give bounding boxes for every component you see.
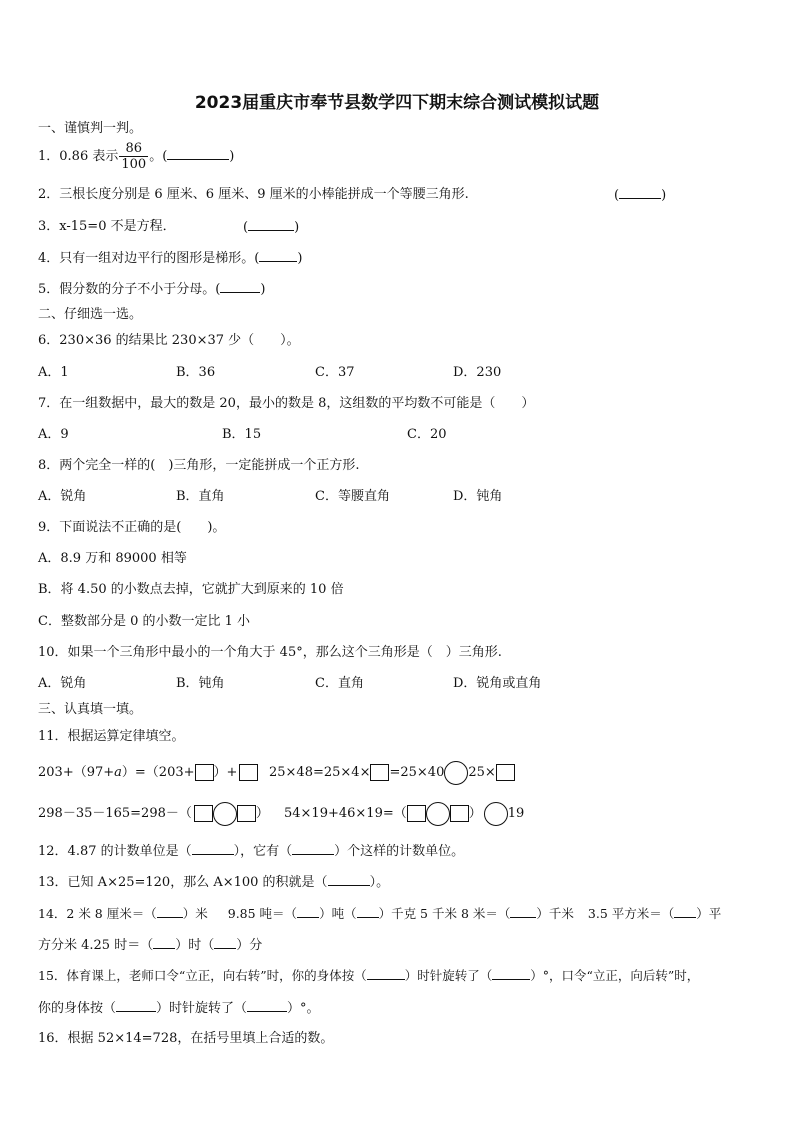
question-15-line-2 xyxy=(38,1000,320,1017)
q11-r2-text-d: ） xyxy=(468,806,482,821)
q11-r1-text-b: ）=（203+ xyxy=(121,765,195,780)
question-14-line-2 xyxy=(38,937,262,954)
question-1 xyxy=(38,140,234,174)
q9-option-c[interactable]: C．整数部分是 0 的小数一定比 1 小 xyxy=(38,614,251,629)
q1-denominator: 100 xyxy=(121,157,147,172)
question-12 xyxy=(38,843,464,860)
q11-r2-text-e: 19 xyxy=(507,806,525,821)
q15-text-a: 15．体育课上，老师口令“立正，向右转”时，你的身体按（ xyxy=(38,968,367,983)
q14-blank-7[interactable] xyxy=(214,937,236,949)
q2-open: ( xyxy=(614,188,620,203)
q6-option-b[interactable]: B．36 xyxy=(176,365,216,380)
q13-text-a: 13．已知 A×25=120，那么 A×100 的积就是（ xyxy=(38,875,328,890)
question-14-line-1 xyxy=(38,906,721,922)
question-8: 8．两个完全一样的( )三角形，一定能拼成一个正方形. xyxy=(38,458,360,473)
q14-text-e: ）千克 5 千米 8 米＝（ xyxy=(378,906,511,921)
q1-fraction xyxy=(119,141,148,172)
q11-r1-circle-1[interactable] xyxy=(444,761,468,785)
q1-close: ) xyxy=(229,149,235,164)
q11-r1-text-c: ）+ xyxy=(213,765,238,780)
q15-text-l2a: 你的身体按（ xyxy=(38,1001,117,1016)
q11-r1-text-a: 203+（97+ xyxy=(38,765,115,780)
q2-answer xyxy=(614,187,666,204)
q1-answer-blank[interactable] xyxy=(167,148,229,160)
q11-r1-text-e: =25×40 xyxy=(389,765,445,780)
question-7: 7．在一组数据中，最大的数是 20，最小的数是 8，这组数的平均数不可能是（ ） xyxy=(38,396,535,411)
q4-close: ) xyxy=(297,251,303,266)
question-16: 16．根据 52×14=728，在括号里填上合适的数。 xyxy=(38,1031,334,1046)
q9-option-b[interactable]: B．将 4.50 的小数点去掉，它就扩大到原来的 10 倍 xyxy=(38,582,344,597)
q11-row-2-left xyxy=(38,801,269,827)
q11-r2-box-2[interactable] xyxy=(237,805,256,822)
q12-text-a: 12．4.87 的计数单位是（ xyxy=(38,844,192,859)
q10-option-b[interactable]: B．钝角 xyxy=(176,676,225,691)
q7-option-c[interactable]: C．20 xyxy=(407,427,447,442)
q1-text: 1．0.86 表示 xyxy=(38,149,119,164)
q15-text-l2b: ）时针旋转了（ xyxy=(156,1001,248,1016)
q11-r1-text-d: 25×48=25×4× xyxy=(269,765,371,780)
question-6: 6．230×36 的结果比 230×37 少（ ）。 xyxy=(38,333,300,348)
q3-open: ( xyxy=(243,220,249,235)
q12-blank-1[interactable] xyxy=(192,843,234,855)
q14-blank-6[interactable] xyxy=(153,937,175,949)
q12-text-b: ），它有（ xyxy=(233,844,293,859)
q11-r2-text-b: ） xyxy=(255,806,269,821)
q11-r2-circle-3[interactable] xyxy=(484,802,508,826)
q14-text-l2b: ）时（ xyxy=(175,938,215,953)
q10-option-c[interactable]: C．直角 xyxy=(315,676,364,691)
page-title: 2023届重庆市奉节县数学四下期末综合测试模拟试题 xyxy=(194,93,600,113)
q9-option-a[interactable]: A．8.9 万和 89000 相等 xyxy=(38,551,187,566)
section-2-heading: 二、仔细选一选。 xyxy=(38,307,143,322)
q8-option-b[interactable]: B．直角 xyxy=(176,489,225,504)
q15-text-c: ）°，口令“立正，向后转”时， xyxy=(530,968,700,983)
q6-option-c[interactable]: C．37 xyxy=(315,365,355,380)
question-5 xyxy=(38,281,265,298)
q3-text: 3．x-15=0 不是方程． xyxy=(38,219,176,234)
q11-row-2-right xyxy=(284,801,524,827)
q14-text-c: 9.85 吨＝（ xyxy=(227,906,298,921)
q14-text-l2a: 方分米 4.25 时＝（ xyxy=(38,938,154,953)
q2-text: 2．三根长度分别是 6 厘米、6 厘米、9 厘米的小棒能拼成一个等腰三角形. xyxy=(38,187,469,202)
q15-blank-4[interactable] xyxy=(247,1000,287,1012)
q11-r2-box-1[interactable] xyxy=(194,805,213,822)
q11-r2-box-3[interactable] xyxy=(407,805,426,822)
q11-r1-variable: a xyxy=(114,765,122,780)
q11-r1-box-3[interactable] xyxy=(370,764,389,781)
q11-r2-circle-2[interactable] xyxy=(426,802,450,826)
q14-text-a: 14．2 米 8 厘米＝（ xyxy=(38,906,157,921)
q15-text-b: ）时针旋转了（ xyxy=(404,968,493,983)
q14-text-f: ）千米 xyxy=(536,906,574,921)
q11-r1-text-f: 25× xyxy=(468,765,496,780)
q11-r1-box-2[interactable] xyxy=(239,764,258,781)
q4-text: 4．只有一组对边平行的图形是梯形。( xyxy=(38,251,260,266)
q12-text-c: ）个这样的计数单位。 xyxy=(334,844,465,859)
section-1-heading: 一、谨慎判一判。 xyxy=(38,121,143,136)
q1-numerator: 86 xyxy=(119,141,148,157)
q5-answer-blank[interactable] xyxy=(220,281,260,293)
q7-option-b[interactable]: B．15 xyxy=(222,427,262,442)
q3-close: ) xyxy=(294,220,300,235)
q11-row-1-right xyxy=(269,760,515,786)
q14-text-l2c: ）分 xyxy=(236,938,263,953)
q14-text-b: ）米 xyxy=(182,906,208,921)
q2-answer-blank[interactable] xyxy=(619,187,661,199)
q12-blank-2[interactable] xyxy=(292,843,334,855)
question-2 xyxy=(38,187,469,203)
q6-option-a[interactable]: A．1 xyxy=(38,365,69,380)
q7-option-a[interactable]: A．9 xyxy=(38,427,69,442)
section-3-heading: 三、认真填一填。 xyxy=(38,702,143,717)
question-3 xyxy=(38,219,176,235)
q14-blank-2[interactable] xyxy=(297,906,319,918)
q1-post: 。( xyxy=(149,149,168,164)
question-10: 10．如果一个三角形中最小的一个角大于 45°，那么这个三角形是（ ）三角形. xyxy=(38,645,502,660)
q3-answer-blank[interactable] xyxy=(248,219,294,231)
q13-blank[interactable] xyxy=(328,874,370,886)
q10-option-d[interactable]: D．锐角或直角 xyxy=(453,676,542,691)
q8-option-d[interactable]: D．钝角 xyxy=(453,489,503,504)
q14-text-g: 3.5 平方米＝（ xyxy=(587,906,675,921)
q10-option-a[interactable]: A．锐角 xyxy=(38,676,87,691)
q13-text-b: ）。 xyxy=(369,875,390,890)
q15-text-l2c: ）°。 xyxy=(287,1001,320,1016)
q14-blank-4[interactable] xyxy=(510,906,536,918)
q5-text: 5．假分数的分子不小于分母。( xyxy=(38,282,221,297)
question-15-line-1 xyxy=(38,968,699,984)
q14-text-h: ）平 xyxy=(696,906,722,921)
q2-close: ) xyxy=(661,188,667,203)
q3-answer xyxy=(243,219,299,236)
q15-blank-2[interactable] xyxy=(492,968,530,980)
q8-option-c[interactable]: C．等腰直角 xyxy=(315,489,390,504)
q14-blank-3[interactable] xyxy=(357,906,379,918)
q11-r2-circle-1[interactable] xyxy=(213,802,237,826)
question-9: 9．下面说法不正确的是( )。 xyxy=(38,520,226,535)
q15-blank-1[interactable] xyxy=(367,968,405,980)
q11-r2-text-a: 298－35－165=298－（ xyxy=(38,806,192,821)
q14-text-d: ）吨（ xyxy=(319,906,357,921)
q11-r1-box-1[interactable] xyxy=(195,764,214,781)
q11-r2-text-c: 54×19+46×19=（ xyxy=(284,806,407,821)
q8-option-a[interactable]: A．锐角 xyxy=(38,489,87,504)
question-13 xyxy=(38,874,389,891)
q14-blank-5[interactable] xyxy=(674,906,696,918)
question-11: 11．根据运算定律填空。 xyxy=(38,729,185,744)
q11-r1-box-4[interactable] xyxy=(496,764,515,781)
question-4 xyxy=(38,250,302,267)
q11-row-1-left xyxy=(38,760,258,786)
q4-answer-blank[interactable] xyxy=(259,250,297,262)
q5-close: ) xyxy=(260,282,266,297)
q15-blank-3[interactable] xyxy=(116,1000,156,1012)
q6-option-d[interactable]: D．230 xyxy=(453,365,502,380)
q11-r2-box-4[interactable] xyxy=(450,805,469,822)
q14-blank-1[interactable] xyxy=(157,906,183,918)
